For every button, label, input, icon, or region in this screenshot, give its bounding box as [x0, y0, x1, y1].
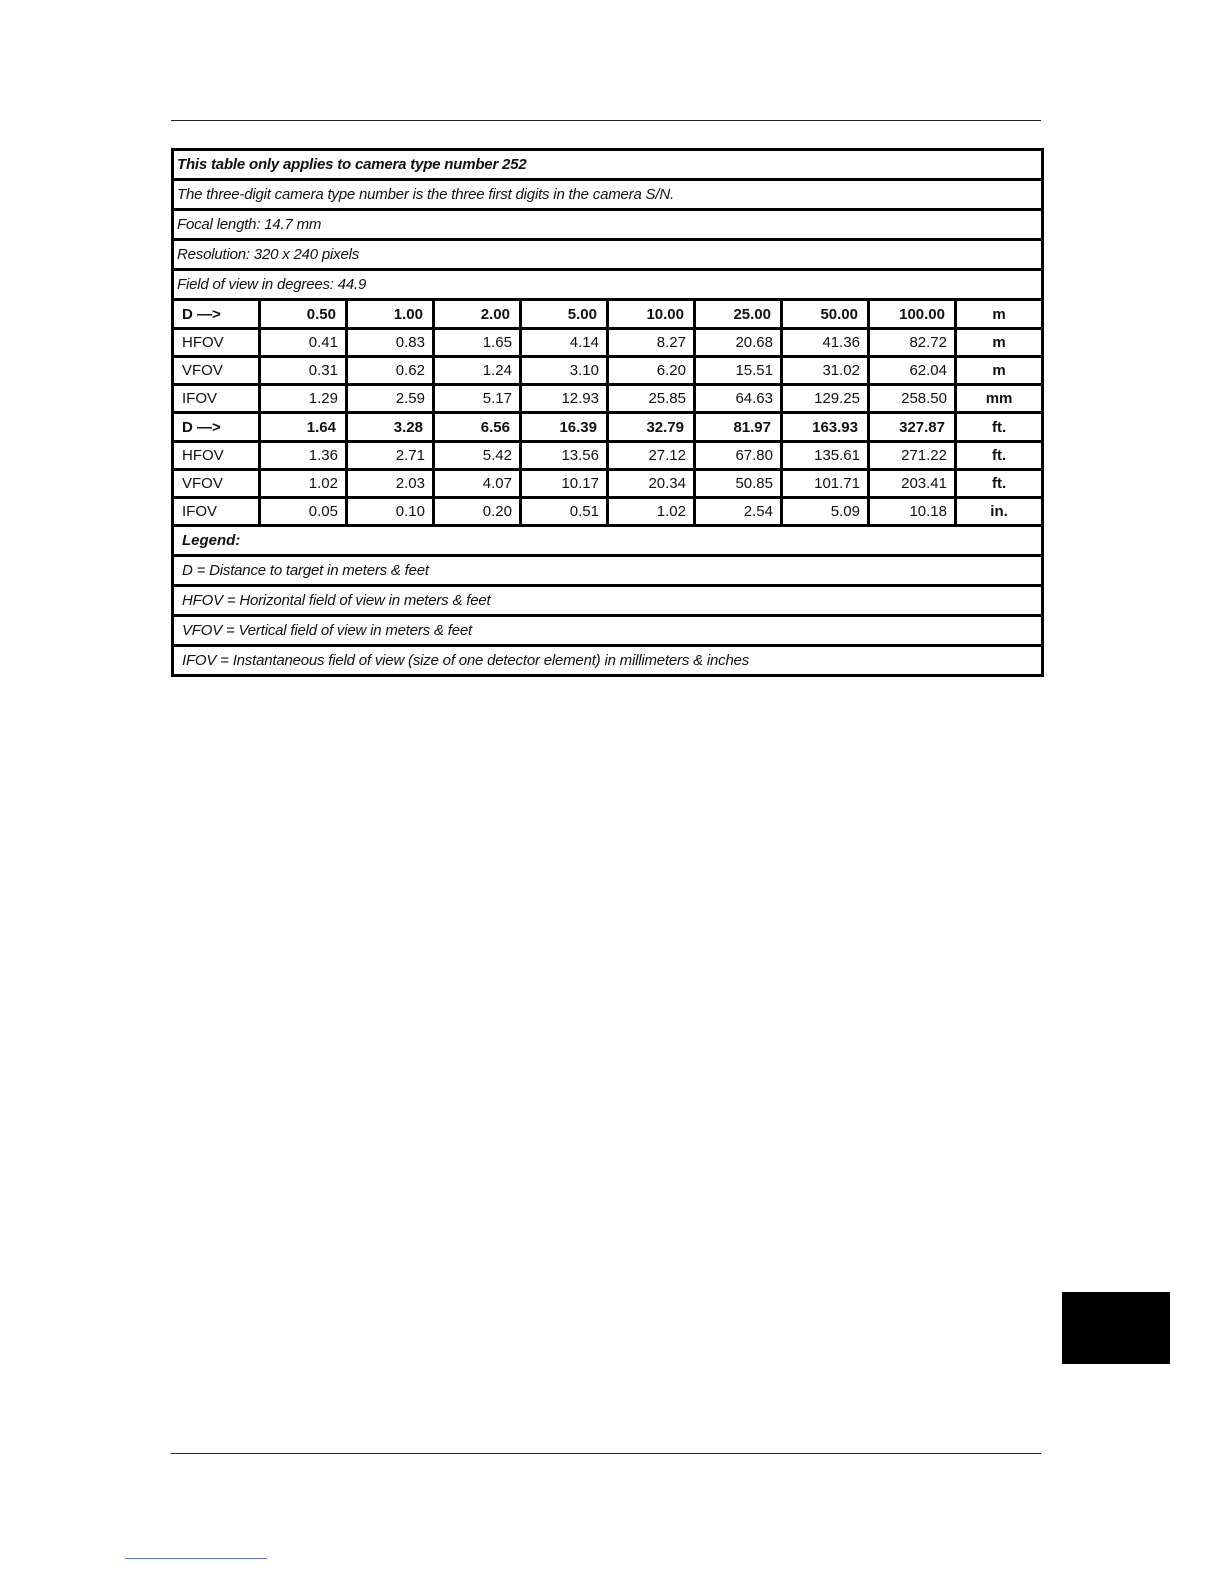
value-cell: 0.05: [260, 498, 347, 526]
footer-link-underline[interactable]: [125, 1558, 267, 1559]
distance-value: 3.28: [347, 413, 434, 442]
value-cell: 62.04: [869, 357, 956, 385]
info-row: [173, 240, 1043, 270]
row-label: HFOV: [173, 442, 260, 470]
section-thumb-tab: [1062, 1292, 1170, 1364]
row-label: VFOV: [173, 470, 260, 498]
legend-row: [173, 586, 1043, 616]
imperial-vfov-row: [173, 470, 1043, 498]
value-cell: 3.10: [521, 357, 608, 385]
value-cell: 2.54: [695, 498, 782, 526]
value-cell: 0.31: [260, 357, 347, 385]
footer-rule: [171, 1453, 1041, 1454]
distance-value: 50.00: [782, 300, 869, 329]
value-cell: 8.27: [608, 329, 695, 357]
unit-cell: ft.: [956, 470, 1043, 498]
value-cell: 258.50: [869, 385, 956, 413]
distance-label: D —>: [173, 413, 260, 442]
distance-value: 32.79: [608, 413, 695, 442]
value-cell: 129.25: [782, 385, 869, 413]
legend-row: [173, 646, 1043, 676]
value-cell: 50.85: [695, 470, 782, 498]
value-cell: 0.20: [434, 498, 521, 526]
distance-value: 0.50: [260, 300, 347, 329]
imperial-distance-row: [173, 413, 1043, 442]
legend-title-row: [173, 526, 1043, 556]
legend-text: D = Distance to target in meters & feet: [173, 556, 1043, 586]
value-cell: 101.71: [782, 470, 869, 498]
value-cell: 5.42: [434, 442, 521, 470]
legend-text: VFOV = Vertical field of view in meters & feet: [173, 616, 1043, 646]
distance-unit: m: [956, 300, 1043, 329]
distance-label: D —>: [173, 300, 260, 329]
legend-row: [173, 616, 1043, 646]
value-cell: 20.68: [695, 329, 782, 357]
info-row: [173, 270, 1043, 300]
value-cell: 5.09: [782, 498, 869, 526]
value-cell: 12.93: [521, 385, 608, 413]
value-cell: 67.80: [695, 442, 782, 470]
distance-value: 100.00: [869, 300, 956, 329]
value-cell: 0.83: [347, 329, 434, 357]
info-row: [173, 210, 1043, 240]
unit-cell: mm: [956, 385, 1043, 413]
value-cell: 1.02: [608, 498, 695, 526]
distance-value: 2.00: [434, 300, 521, 329]
value-cell: 82.72: [869, 329, 956, 357]
value-cell: 20.34: [608, 470, 695, 498]
unit-cell: ft.: [956, 442, 1043, 470]
value-cell: 27.12: [608, 442, 695, 470]
row-label: VFOV: [173, 357, 260, 385]
value-cell: 1.65: [434, 329, 521, 357]
value-cell: 203.41: [869, 470, 956, 498]
distance-value: 6.56: [434, 413, 521, 442]
info-cell: Resolution: 320 x 240 pixels: [173, 240, 1043, 270]
value-cell: 6.20: [608, 357, 695, 385]
info-row: [173, 180, 1043, 210]
legend-text: HFOV = Horizontal field of view in meters & feet: [173, 586, 1043, 616]
row-label: IFOV: [173, 385, 260, 413]
row-label: IFOV: [173, 498, 260, 526]
distance-value: 1.00: [347, 300, 434, 329]
distance-value: 163.93: [782, 413, 869, 442]
info-cell: This table only applies to camera type number 252: [173, 150, 1043, 180]
metric-ifov-row: [173, 385, 1043, 413]
legend-text: IFOV = Instantaneous field of view (size of one detector element) in millimeters & inches: [173, 646, 1043, 676]
unit-cell: in.: [956, 498, 1043, 526]
metric-vfov-row: [173, 357, 1043, 385]
distance-value: 327.87: [869, 413, 956, 442]
value-cell: 25.85: [608, 385, 695, 413]
value-cell: 0.62: [347, 357, 434, 385]
value-cell: 1.24: [434, 357, 521, 385]
value-cell: 13.56: [521, 442, 608, 470]
value-cell: 64.63: [695, 385, 782, 413]
value-cell: 271.22: [869, 442, 956, 470]
legend-title: Legend:: [173, 526, 1043, 556]
fov-spec-table: [171, 148, 1044, 677]
value-cell: 0.10: [347, 498, 434, 526]
value-cell: 4.07: [434, 470, 521, 498]
value-cell: 2.71: [347, 442, 434, 470]
metric-hfov-row: [173, 329, 1043, 357]
value-cell: 135.61: [782, 442, 869, 470]
unit-cell: m: [956, 329, 1043, 357]
distance-value: 25.00: [695, 300, 782, 329]
imperial-ifov-row: [173, 498, 1043, 526]
value-cell: 2.03: [347, 470, 434, 498]
distance-value: 81.97: [695, 413, 782, 442]
value-cell: 4.14: [521, 329, 608, 357]
value-cell: 0.41: [260, 329, 347, 357]
imperial-hfov-row: [173, 442, 1043, 470]
distance-value: 5.00: [521, 300, 608, 329]
value-cell: 41.36: [782, 329, 869, 357]
value-cell: 5.17: [434, 385, 521, 413]
info-row: [173, 150, 1043, 180]
distance-unit: ft.: [956, 413, 1043, 442]
value-cell: 1.36: [260, 442, 347, 470]
value-cell: 31.02: [782, 357, 869, 385]
row-label: HFOV: [173, 329, 260, 357]
distance-value: 16.39: [521, 413, 608, 442]
value-cell: 10.18: [869, 498, 956, 526]
info-cell: Field of view in degrees: 44.9: [173, 270, 1043, 300]
distance-value: 1.64: [260, 413, 347, 442]
metric-distance-row: [173, 300, 1043, 329]
unit-cell: m: [956, 357, 1043, 385]
value-cell: 2.59: [347, 385, 434, 413]
value-cell: 1.02: [260, 470, 347, 498]
value-cell: 0.51: [521, 498, 608, 526]
legend-row: [173, 556, 1043, 586]
distance-value: 10.00: [608, 300, 695, 329]
value-cell: 15.51: [695, 357, 782, 385]
value-cell: 10.17: [521, 470, 608, 498]
header-rule: [171, 120, 1041, 121]
value-cell: 1.29: [260, 385, 347, 413]
info-cell: The three-digit camera type number is the three first digits in the camera S/N.: [173, 180, 1043, 210]
info-cell: Focal length: 14.7 mm: [173, 210, 1043, 240]
